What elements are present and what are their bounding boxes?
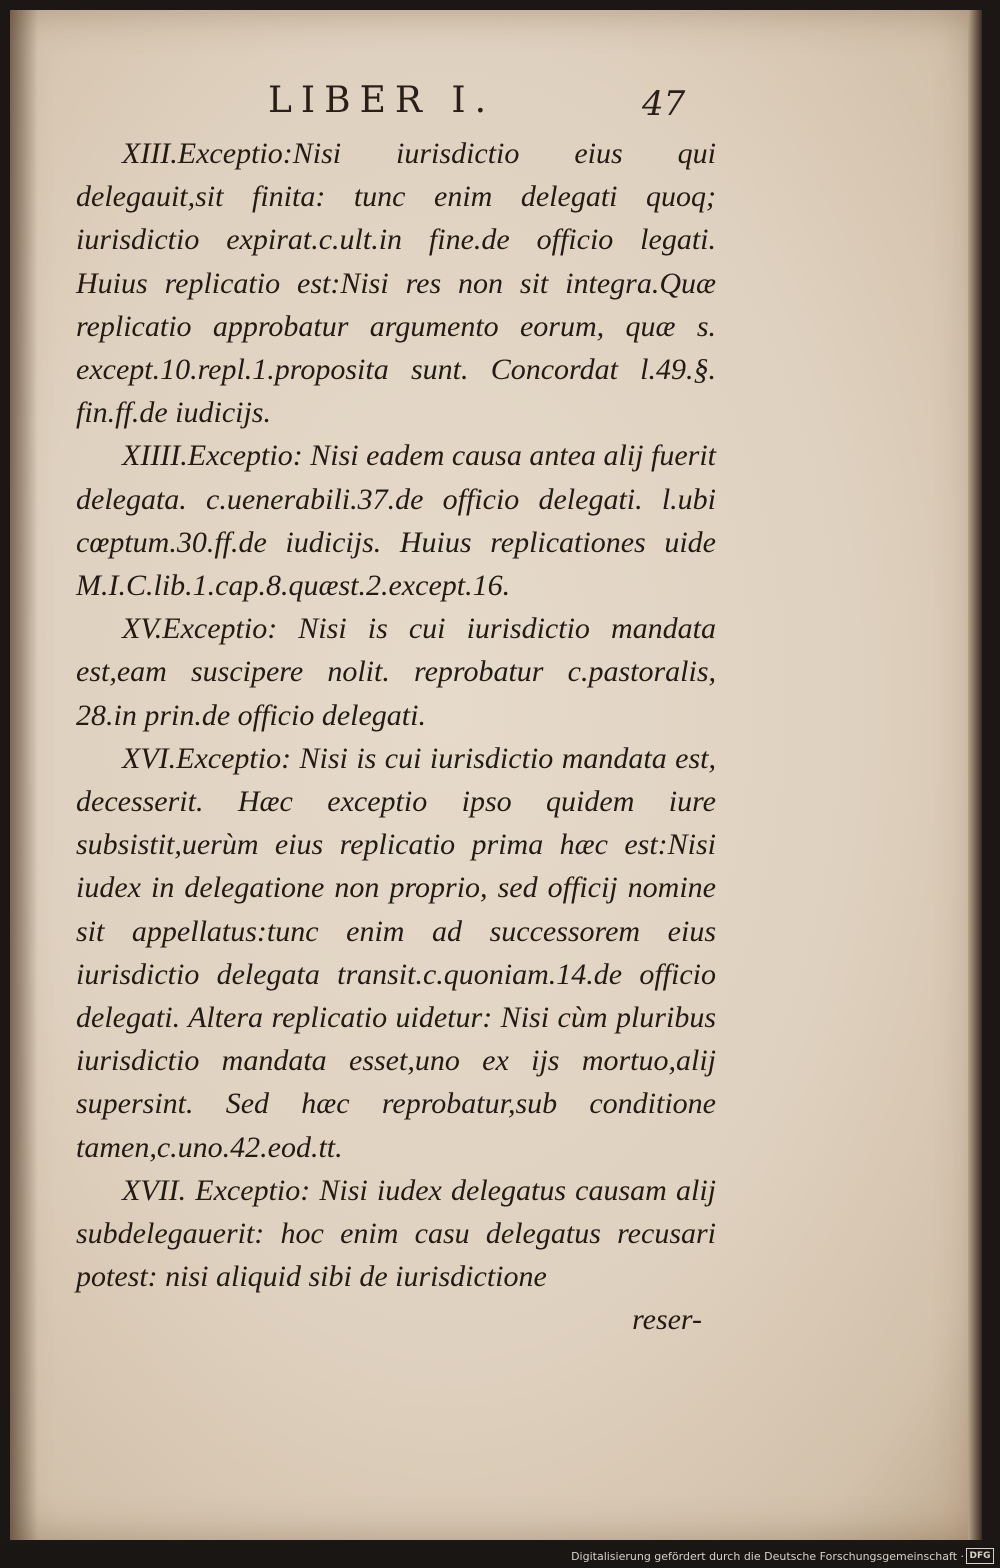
book-page <box>10 10 978 1540</box>
paragraph-exceptio-13: XIII.Exceptio:Nisi iurisdictio eius qui delegauit,sit finita: tunc enim delegati quoq; iurisdictio expirat.c.ult.in fine.de officio legati. Huius replicatio est:Nisi res non sit integra.Quæ replicatio approbatur argumento eorum, quæ s. except.10.repl.1.proposita sunt. Concordat l.49.§. fin.ff.de iudicijs. <box>76 137 716 430</box>
catchword: reser- <box>632 1303 702 1337</box>
running-head: LIBER I. <box>268 80 496 121</box>
page-number: 47 <box>642 84 686 124</box>
footer-bar <box>0 1544 1000 1568</box>
paragraph-exceptio-17: XVII. Exceptio: Nisi iudex delegatus causam alij subdelegauerit: hoc enim casu delegatus recusari potest: nisi aliquid sibi de iurisdictione <box>76 1173 716 1294</box>
paragraph-exceptio-16: XVI.Exceptio: Nisi is cui iurisdictio mandata est, decesserit. Hæc exceptio ipso quidem iure subsistit,uerùm eius replicatio prima hæc est:Nisi iudex in delegatione non proprio, sed officij nomine sit appellatus:tunc enim ad successorem eius iurisdictio delegata transit.c.quoniam.14.de officio delegati. Altera replicatio uidetur: Nisi cùm pluribus iurisdictio mandata esset,uno ex ijs mortuo,alij supersint. Sed hæc reprobatur,sub conditione tamen,c.uno.42.eod.tt. <box>76 741 716 1164</box>
paragraph-exceptio-15: XV.Exceptio: Nisi is cui iurisdictio mandata est,eam suscipere nolit. reprobatur c.pastoralis, 28.in prin.de officio delegati. <box>76 612 716 732</box>
paragraph-exceptio-14: XIIII.Exceptio: Nisi eadem causa antea alij fuerit delegata. c.uenerabili.37.de officio delegati. l.ubi cœptum.30.ff.de iudicijs. Huius replicationes uide M.I.C.lib.1.cap.8.quæst.2.except.16. <box>76 439 717 603</box>
text-block <box>76 132 716 1342</box>
dfg-logo-icon: DFG <box>966 1548 994 1564</box>
funding-credit: Digitalisierung gefördert durch die Deutsche Forschungsgemeinschaft · <box>571 1550 964 1563</box>
